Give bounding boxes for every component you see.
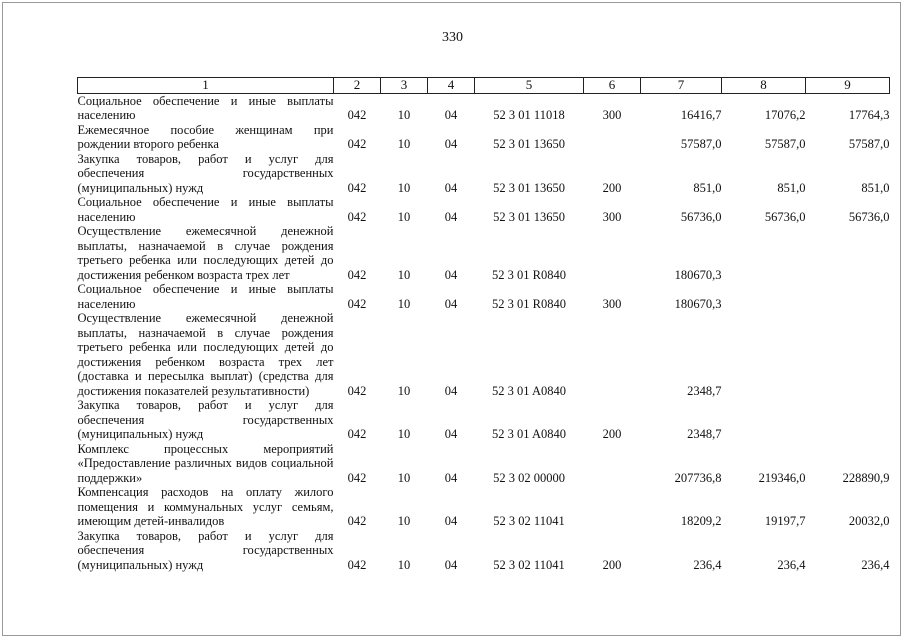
table-row [78,311,890,398]
cell-amount-3: 851,0 [861,180,890,195]
cell-amount-1: 236,4 [693,557,722,572]
header-row [78,78,890,94]
header-cell: 4 [428,78,475,94]
cell-amount-2 [722,398,806,442]
cell-subsection: 04 [444,108,458,122]
cell-amount-1: 18209,2 [680,514,722,528]
header-cell: 5 [475,78,584,94]
table-row [78,442,890,486]
row-name: Комплекс процессных мероприятий «Предоставление различных видов социальной поддержки» [77,441,334,485]
cell-amount-3: 57587,0 [848,137,890,151]
row-name: Осуществление ежемесячной денежной выплаты, назначаемой в случае рождения третьего ребенка или последующих детей до достижения ребенком возраста трех лет [77,224,334,282]
cell-amount-1: 207736,8 [674,470,722,485]
cell-subsection: 04 [444,180,458,195]
cell-target-article: 52 3 01 13650 [493,209,565,224]
cell-amount-1: 16416,7 [680,108,722,122]
cell-target-article: 52 3 02 00000 [493,470,565,485]
cell-amount-1: 2348,7 [687,427,722,441]
cell-section: 10 [397,267,411,282]
cell-amount-2: 19197,7 [764,514,806,528]
cell-amount-2: 17076,2 [764,108,806,122]
cell-amount-3: 56736,0 [848,209,890,224]
cell-amount-1: 2348,7 [687,383,722,398]
header-cell: 9 [806,78,890,94]
cell-amount-3: 20032,0 [848,514,890,528]
cell-target-article: 52 3 01 R0840 [492,267,566,282]
cell-subsection: 04 [444,514,458,528]
cell-amount-1: 180670,3 [674,267,722,282]
table-row [78,123,890,152]
row-name: Ежемесячное пособие женщинам при рождении второго ребенка [77,122,334,151]
cell-admin-code: 042 [347,557,367,572]
cell-amount-3 [806,224,890,282]
row-name: Социальное обеспечение и иные выплаты населению [77,93,334,122]
header-cell: 6 [584,78,641,94]
cell-amount-3: 228890,9 [842,470,890,485]
table-row [78,485,890,529]
header-cell: 1 [78,78,334,94]
cell-admin-code: 042 [347,470,367,485]
cell-expense-type [584,311,641,398]
header-cell: 3 [381,78,428,94]
cell-expense-type [584,123,641,152]
table-row [78,282,890,311]
cell-subsection: 04 [444,470,458,485]
page-number: 330 [442,30,463,45]
cell-target-article: 52 3 01 A0840 [492,427,566,441]
budget-table [77,77,890,572]
cell-target-article: 52 3 01 A0840 [492,383,566,398]
table-row [78,152,890,196]
cell-subsection: 04 [444,427,458,441]
cell-expense-type: 200 [602,427,622,441]
cell-amount-2: 851,0 [777,180,806,195]
cell-target-article: 52 3 02 11041 [493,557,565,572]
row-name: Компенсация расходов на оплату жилого помещения и коммунальных услуг семьям, имеющим детей-инвалидов [77,485,334,528]
cell-amount-1: 180670,3 [674,296,722,311]
table-row [78,195,890,224]
cell-subsection: 04 [444,267,458,282]
row-name: Осуществление ежемесячной денежной выплаты, назначаемой в случае рождения третьего ребенка или последующих детей до достижения ребенком возраста трех лет (доставка и пересылка выплат) (средства для достижения показателей результативности) [77,311,334,398]
cell-amount-1: 57587,0 [680,137,722,151]
cell-target-article: 52 3 01 13650 [493,137,565,151]
cell-expense-type: 300 [602,296,622,311]
cell-amount-2 [722,311,806,398]
row-name: Закупка товаров, работ и услуг для обеспечения государственных (муниципальных) нужд [77,528,334,572]
table-row [78,529,890,573]
cell-section: 10 [397,470,411,485]
cell-subsection: 04 [444,383,458,398]
cell-amount-2: 57587,0 [764,137,806,151]
cell-amount-3 [806,282,890,311]
cell-amount-2 [722,224,806,282]
cell-admin-code: 042 [347,427,367,441]
cell-admin-code: 042 [347,209,367,224]
cell-amount-3 [806,398,890,442]
cell-admin-code: 042 [347,514,367,528]
cell-admin-code: 042 [347,108,367,122]
cell-section: 10 [397,137,411,151]
cell-expense-type: 300 [602,209,622,224]
cell-target-article: 52 3 01 R0840 [492,296,566,311]
row-name: Социальное обеспечение и иные выплаты населению [77,282,334,311]
cell-admin-code: 042 [347,137,367,151]
table-row [78,398,890,442]
cell-amount-2 [722,282,806,311]
cell-target-article: 52 3 01 13650 [493,180,565,195]
cell-amount-3: 17764,3 [848,108,890,122]
header-cell: 7 [641,78,722,94]
cell-admin-code: 042 [347,180,367,195]
cell-section: 10 [397,296,411,311]
cell-amount-3: 236,4 [861,557,890,572]
cell-expense-type [584,485,641,529]
header-cell: 8 [722,78,806,94]
cell-subsection: 04 [444,209,458,224]
cell-expense-type: 200 [602,557,622,572]
cell-amount-2: 56736,0 [764,209,806,224]
table-row [78,93,890,123]
cell-subsection: 04 [444,557,458,572]
cell-target-article: 52 3 01 11018 [493,108,565,122]
cell-admin-code: 042 [347,267,367,282]
cell-section: 10 [397,209,411,224]
cell-expense-type [584,224,641,282]
cell-section: 10 [397,514,411,528]
cell-amount-2: 236,4 [777,557,806,572]
cell-amount-2: 219346,0 [758,470,806,485]
header-cell: 2 [334,78,381,94]
row-name: Закупка товаров, работ и услуг для обеспечения государственных (муниципальных) нужд [77,398,334,441]
cell-amount-1: 851,0 [693,180,722,195]
row-name: Закупка товаров, работ и услуг для обеспечения государственных (муниципальных) нужд [77,151,334,195]
cell-subsection: 04 [444,137,458,151]
cell-admin-code: 042 [347,296,367,311]
cell-section: 10 [397,108,411,122]
row-name: Социальное обеспечение и иные выплаты населению [77,195,334,224]
cell-section: 10 [397,383,411,398]
table-row [78,224,890,282]
cell-admin-code: 042 [347,383,367,398]
cell-expense-type: 300 [602,108,622,122]
cell-target-article: 52 3 02 11041 [493,514,565,528]
cell-subsection: 04 [444,296,458,311]
cell-expense-type [584,442,641,486]
cell-expense-type: 200 [602,180,622,195]
cell-amount-3 [806,311,890,398]
cell-section: 10 [397,180,411,195]
cell-section: 10 [397,557,411,572]
cell-amount-1: 56736,0 [680,209,722,224]
cell-section: 10 [397,427,411,441]
